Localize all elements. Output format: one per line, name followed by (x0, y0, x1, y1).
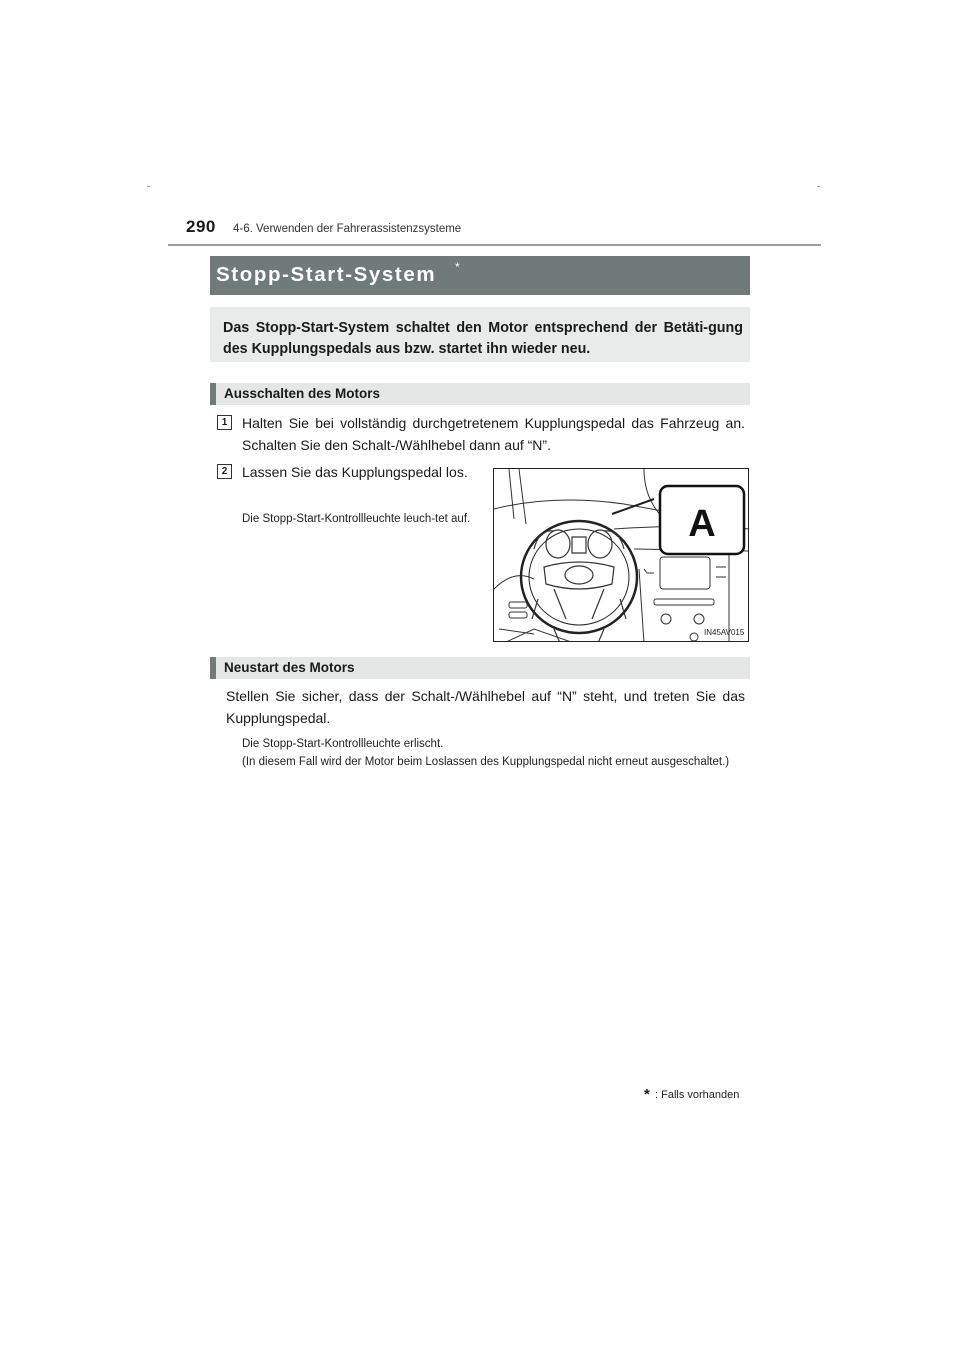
restart-note-1: Die Stopp-Start-Kontrollleuchte erlischt. (242, 738, 444, 750)
title-asterisk: * (455, 260, 460, 274)
subheading-marker (210, 383, 216, 405)
subheading-bar-stop (210, 383, 750, 405)
crop-mark-right (817, 186, 820, 187)
footnote-text: : Falls vorhanden (655, 1089, 740, 1101)
crop-mark-left (147, 186, 150, 187)
step-2-text: Lassen Sie das Kupplungspedal los. (242, 464, 468, 480)
step-2-note: Die Stopp-Start-Kontrollleuchte leuch-tet auf. (242, 513, 471, 525)
footnote-asterisk: * (644, 1086, 650, 1103)
subheading-bar-restart (210, 657, 750, 679)
subheading-stop: Ausschalten des Motors (224, 386, 381, 401)
subheading-marker (210, 657, 216, 679)
page-title: Stopp-Start-System (216, 263, 437, 286)
step-badge-1: 1 (217, 415, 232, 430)
subheading-restart: Neustart des Motors (224, 660, 355, 675)
restart-text: Stellen Sie sicher, dass der Schalt-/Wählhebel auf “N” steht, und treten Sie das Kupplungspedal. (226, 688, 745, 726)
figure-code: IN45AV015 (704, 628, 745, 637)
intro-text: Das Stopp-Start-System schaltet den Motor entsprechend der Betäti-gung des Kupplungspedals aus bzw. startet ihn wieder neu. (223, 320, 743, 357)
restart-note-2: (In diesem Fall wird der Motor beim Loslassen des Kupplungspedal nicht erneut ausgeschaltet.) (242, 756, 730, 768)
section-path: 4-6. Verwenden der Fahrerassistenzsysteme (233, 223, 462, 235)
step-badge-2: 2 (217, 464, 232, 479)
dashboard-illustration (493, 468, 749, 642)
header-rule (168, 244, 821, 246)
page-number: 290 (186, 217, 216, 236)
callout-label-a: A (688, 503, 716, 545)
step-1-text: Halten Sie bei vollständig durchgetretenem Kupplungspedal das Fahrzeug an. Schalten Sie den Schalt-/Wählhebel dann auf “N”. (242, 415, 745, 453)
dashboard-drawing (494, 469, 749, 642)
